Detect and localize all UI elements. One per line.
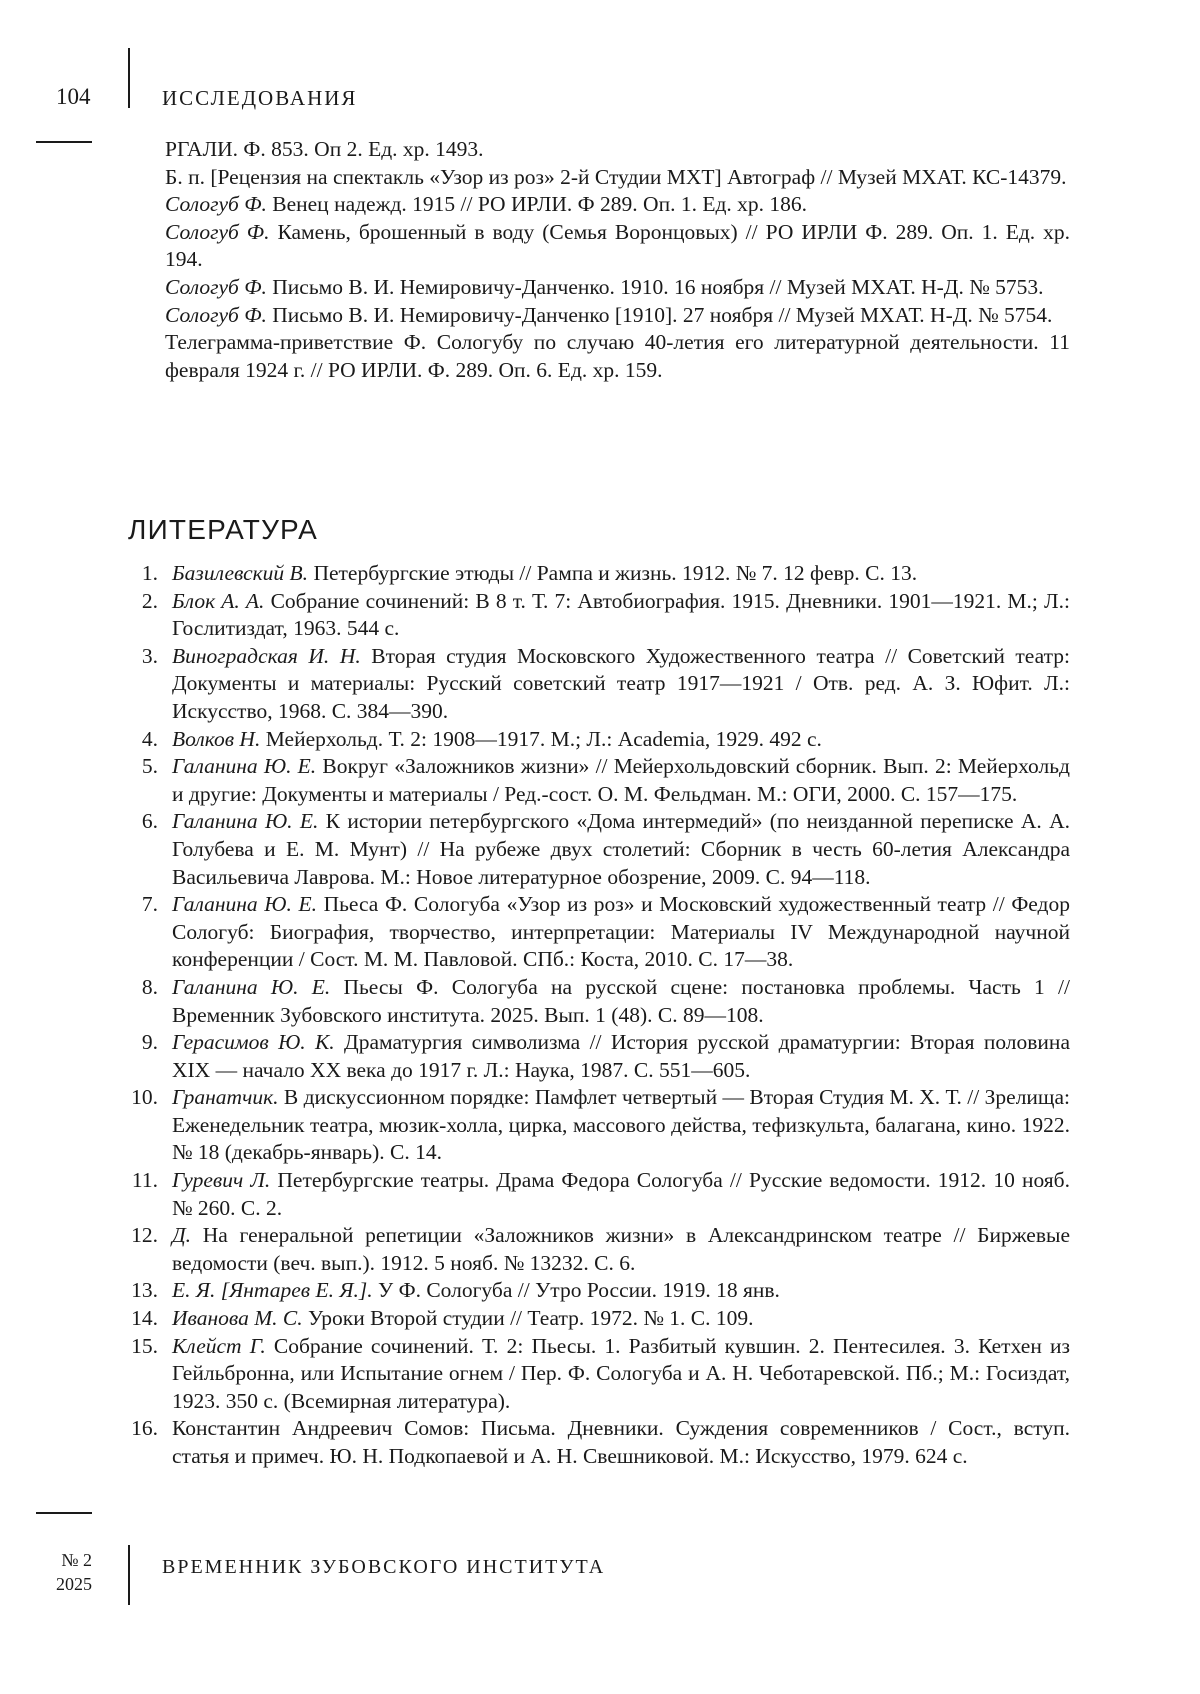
reference-item [128,1029,1070,1084]
reference-number: 6. [141,809,158,834]
reference-text: Собрание сочинений: В 8 т. Т. 7: Автобиография. 1915. Дневники. 1901—1921. М.; Л.: Гослитиздат, 1963. 544 с. [172,588,1070,641]
header-horizontal-rule [36,141,92,143]
source-author: Сологуб Ф. [165,192,267,217]
source-text: Б. п. [Рецензия на спектакль «Узор из роз» 2-й Студии МХТ] Автограф // Музей МХАТ. КС-14379. [165,164,1067,189]
reference-item [128,1333,1070,1416]
source-item [165,219,1070,274]
reference-item [128,726,1070,754]
reference-author: Е. Я. [Янтарев Е. Я.]. [172,1278,373,1303]
reference-number: 4. [141,726,158,751]
reference-author: Иванова М. С. [172,1306,303,1331]
reference-number: 1. [141,561,158,585]
journal-name: ВРЕМЕННИК ЗУБОВСКОГО ИНСТИТУТА [162,1556,606,1578]
reference-author: Галанина Ю. Е. [172,892,317,917]
literature-list [128,560,1070,1471]
reference-text: На генеральной репетиции «Заложников жизни» в Александринском театре // Биржевые ведомости (веч. вып.). 1912. 5 нояб. № 13232. С. 6. [172,1223,1070,1275]
reference-text: Пьеса Ф. Сологуба «Узор из роз» и Московский художественный театр // Федор Сологуб: Биография, творчество, интерпретации: Материалы IV Международной научной конференции / Сост. М. М. Павловой. СПб.: Коста, 2010. С. 17—38. [172,892,1071,972]
reference-author: Гуревич Л. [172,1168,271,1193]
reference-text: В дискуссионном порядке: Памфлет четвертый — Вторая Студия М. Х. Т. // Зрелища: Еженедельник театра, мюзик-холла, цирка, массового действа, тефизкульта, балагана, кино. 1922. № 18 (декабрь-январь). С. 14. [172,1085,1070,1165]
reference-text: Мейерхольд. Т. 2: 1908—1917. М.; Л.: Academia, 1929. 492 с. [260,726,822,751]
reference-text: Драматургия символизма // История русской драматургии: Вторая половина XIX — начало XX века до 1917 г. Л.: Наука, 1987. С. 551—605. [172,1030,1070,1082]
reference-number: 10. [131,1085,158,1110]
reference-author: Волков Н. [172,726,261,751]
reference-item [128,1167,1070,1222]
reference-number: 13. [131,1278,158,1303]
source-text: Камень, брошенный в воду (Семья Воронцовых) // РО ИРЛИ Ф. 289. Оп. 1. Ед. хр. 194. [165,219,1071,272]
reference-item [128,753,1070,808]
source-item [165,164,1070,192]
reference-item [128,1222,1070,1277]
reference-author: Гранатчик. [172,1085,279,1110]
reference-number: 11. [131,1168,158,1193]
reference-item [128,808,1070,891]
reference-number: 3. [141,643,158,668]
reference-number: 2. [141,588,158,613]
reference-item [128,974,1070,1029]
reference-author: Галанина Ю. Е. [172,809,319,834]
reference-text: Константин Андреевич Сомов: Письма. Дневники. Суждения современников / Сост., вступ. статья и примеч. Ю. Н. Подкопаевой и А. Н. Свешниковой. М.: Искусство, 1979. 624 с. [172,1416,1070,1468]
source-text: Венец надежд. 1915 // РО ИРЛИ. Ф 289. Оп. 1. Ед. хр. 186. [266,192,808,217]
reference-item [128,588,1070,643]
reference-number: 8. [141,974,158,999]
issue-number: № 2 [61,1550,92,1570]
reference-number: 5. [141,754,158,779]
source-item [165,329,1070,384]
reference-text: Собрание сочинений. Т. 2: Пьесы. 1. Разбитый кувшин. 2. Пентесилея. 3. Кетхен из Гейльбронна, или Испытание огнем / Пер. Ф. Сологуба и А. Н. Чеботаревской. Пб.; М.: Госиздат, 1923. 350 с. (Всемирная литература). [172,1333,1070,1413]
reference-number: 16. [131,1416,158,1441]
reference-item [128,1415,1070,1470]
reference-text: Пьесы Ф. Сологуба на русской сцене: постановка проблемы. Часть 1 // Временник Зубовского института. 2025. Вып. 1 (48). С. 89—108. [172,974,1070,1027]
reference-number: 14. [131,1306,158,1331]
reference-item [128,1084,1070,1167]
source-author: Сологуб Ф. [165,219,270,244]
source-item [165,274,1070,302]
header-vertical-rule [128,48,130,108]
reference-item [128,1305,1070,1333]
source-text: Письмо В. И. Немировичу-Данченко [1910]. 27 ноября // Музей МХАТ. Н-Д. № 5754. [266,302,1053,327]
reference-item [128,1277,1070,1305]
reference-author: Виноградская И. Н. [172,643,361,668]
reference-author: Клейст Г. [172,1333,266,1358]
source-author: Сологуб Ф. [165,302,267,327]
source-author: Сологуб Ф. [165,274,267,299]
source-item [165,302,1070,330]
footer-horizontal-rule [36,1512,92,1514]
source-text: Телеграмма-приветствие Ф. Сологубу по случаю 40-летия его литературной деятельности. 11 февраля 1924 г. // РО ИРЛИ. Ф. 289. Оп. 6. Ед. хр. 159. [165,330,1070,382]
section-title-literature: ЛИТЕРАТУРА [128,514,318,545]
footer-vertical-rule [128,1545,130,1605]
reference-text: Уроки Второй студии // Театр. 1972. № 1. С. 109. [302,1306,754,1331]
reference-author: Герасимов Ю. К. [172,1030,335,1055]
issue-year: 2025 [56,1574,92,1594]
reference-author: Галанина Ю. Е. [172,754,317,779]
reference-text: Петербургские этюды // Рампа и жизнь. 1912. № 7. 12 февр. С. 13. [308,561,918,585]
reference-number: 15. [131,1333,158,1358]
source-item [165,191,1070,219]
reference-item [128,643,1070,726]
running-head: ИССЛЕДОВАНИЯ [162,86,358,110]
source-item [165,136,1070,164]
reference-author: Базилевский В. [172,561,309,585]
reference-number: 12. [131,1223,158,1248]
reference-author: Д. [172,1223,192,1248]
source-text: РГАЛИ. Ф. 853. Оп 2. Ед. хр. 1493. [165,137,484,161]
reference-item [128,891,1070,974]
reference-item [128,560,1070,588]
reference-text: Вокруг «Заложников жизни» // Мейерхольдовский сборник. Вып. 2: Мейерхольд и другие: Документы и материалы / Ред.-сост. О. М. Фельдман. М.: ОГИ, 2000. С. 157—175. [172,754,1070,806]
archival-sources-list [165,136,1070,384]
reference-number: 7. [141,892,158,917]
reference-author: Галанина Ю. Е. [172,974,331,999]
reference-number: 9. [141,1030,158,1055]
page-number: 104 [56,84,91,109]
reference-text: Вторая студия Московского Художественного театра // Советский театр: Документы и материалы: Русский советский театр 1917—1921 / Отв. ред. А. З. Юфит. Л.: Искусство, 1968. С. 384—390. [172,643,1070,723]
reference-text: К истории петербургского «Дома интермедий» (по неизданной переписке А. А. Голубева и Е. М. Мунт) // На рубеже двух столетий: Сборник в честь 60-летия Александра Васильевича Лаврова. М.: Новое литературное обозрение, 2009. С. 94—118. [172,809,1070,889]
reference-text: Петербургские театры. Драма Федора Сологуба // Русские ведомости. 1912. 10 нояб. № 260. С. 2. [172,1168,1070,1220]
source-text: Письмо В. И. Немировичу-Данченко. 1910. 16 ноября // Музей МХАТ. Н-Д. № 5753. [266,274,1044,299]
reference-author: Блок А. А. [172,588,265,613]
reference-text: У Ф. Сологуба // Утро России. 1919. 18 янв. [372,1278,780,1303]
